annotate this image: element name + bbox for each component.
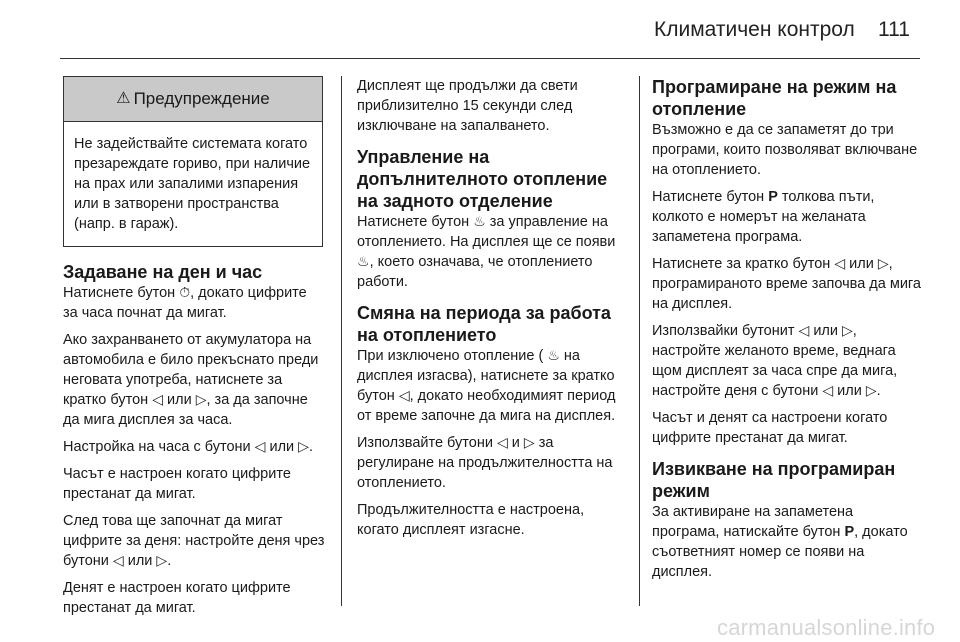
paragraph: Използвайте бутони ◁ и ▷ за регулиране на продължителността на отоплението. [357,435,613,491]
left-button-icon: ◁ [254,439,266,455]
p-button-label: P [844,524,855,540]
paragraph: След това ще започнат да мигат цифрите за деня: настройте деня чрез бутони ◁ или ▷. [63,513,325,569]
left-button-icon: ◁ [822,383,834,399]
paragraph: Натиснете бутон ♨ за управление на отоплението. На дисплея ще се появи ♨, което означава, че отоплението работи. [357,214,616,290]
column-1 [63,76,325,625]
paragraph: При изключено отопление ( ♨ на дисплея изгасва), натиснете за кратко бутон ◁, докато необходимият период от време започне да мига на дисплея. [357,348,616,424]
section-heading: Програмиране на режим на отопление [652,77,897,119]
column-2 [357,76,629,547]
page-header-title: Климатичен контрол [654,18,855,41]
page-number: 111 [878,18,910,41]
heater-button-icon: ♨ [473,214,486,230]
warning-title: Предупреждение [133,89,270,108]
paragraph: Натиснете бутон P толкова пъти, колкото е номерът на желаната запаметена програма. [652,189,875,245]
right-button-icon: ▷ [877,256,889,272]
right-button-icon: ▷ [156,553,168,569]
section-heading: Смяна на периода за работа на отоплението [357,303,611,345]
right-button-icon: ▷ [523,435,535,451]
paragraph: Натиснете бутон ⏱, докато цифрите за часа почнат да мигат. [63,285,307,321]
right-button-icon: ▷ [865,383,877,399]
left-button-icon: ◁ [152,392,163,408]
section-heading: Извикване на програмиран режим [652,459,896,501]
left-button-icon: ◁ [112,553,124,569]
paragraph: За активиране на запаметена програма, натискайте бутон P, докато съответният номер се появи на дисплея. [652,504,908,580]
paragraph: Настройка на часа с бутони ◁ или ▷. [63,439,313,455]
left-button-icon: ◁ [798,323,810,339]
warning-triangle-icon: ⚠ [116,90,131,107]
header-rule [60,58,920,59]
left-button-icon: ◁ [496,435,508,451]
paragraph: Денят е настроен когато цифрите престанат да мигат. [63,580,291,616]
warning-text: Не задействайте системата когато презареждате гориво, при наличие на прах или запалими изпарения или в затворени пространства (напр. в гараж). [74,136,311,232]
clock-button-icon: ⏱ [179,285,191,301]
column-3 [652,76,924,589]
warning-box [63,76,323,247]
paragraph: Часът и денят са настроени когато цифрите престанат да мигат. [652,410,888,446]
left-button-icon: ◁ [398,388,410,404]
p-button-label: P [768,189,778,205]
heater-display-icon: ♨ [357,254,370,270]
column-divider-2 [639,76,640,606]
paragraph: Продължителността е настроена, когато дисплеят изгасне. [357,502,585,538]
watermark: carmanualsonline.info [717,615,936,640]
paragraph: Възможно е да се запаметят до три програми, които позволяват включване на отоплението. [652,122,918,178]
right-button-icon: ▷ [195,392,207,408]
paragraph: Дисплеят ще продължи да свети приблизително 15 секунди след изключване на запалването. [357,78,578,134]
warning-header [64,77,322,122]
heater-display-icon: ♨ [547,348,560,364]
paragraph: Използвайки бутонит ◁ или ▷, настройте желаното време, веднага щом дисплеят за часа спре да мига, настройте деня с бутони ◁ или ▷. [652,323,898,399]
right-button-icon: ▷ [842,323,853,339]
paragraph: Натиснете за кратко бутон ◁ или ▷, програмираното време започва да мига на дисплея. [652,256,921,312]
paragraph: Часът е настроен когато цифрите престанат да мигат. [63,466,291,502]
section-heading: Задаване на ден и час [63,262,263,282]
left-button-icon: ◁ [834,256,846,272]
section-heading: Управление на допълнителното отопление на задното отделение [357,147,608,211]
paragraph: Ако захранването от акумулатора на автомобила е било прекъснато преди неговата употреба, натиснете за кратко бутон ◁ или ▷, за да започне да мига дисплея за часа. [63,332,319,428]
right-button-icon: ▷ [298,439,309,455]
column-divider-1 [341,76,342,606]
